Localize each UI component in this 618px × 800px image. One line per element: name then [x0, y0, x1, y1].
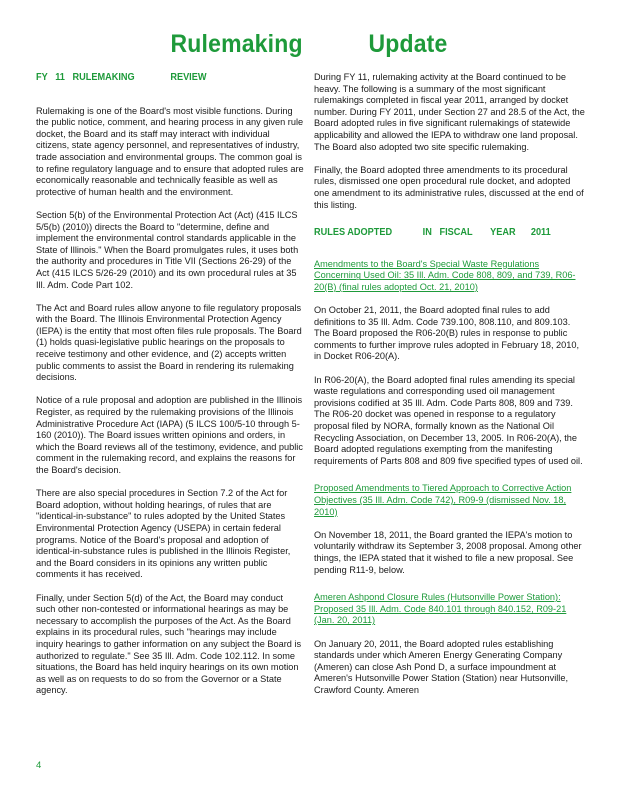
- paragraph: The Act and Board rules allow anyone to file regulatory proposals with the Board. The Illinois Environmental Protection Agency (IEPA) is the entity that most often files rule proposals. The Board (1) holds quasi-legislative public hearings on the proposals to receive testimony and other evidence, and (2) accepts written public comments to assist the Board in rendering its rulemaking decisions.: [36, 302, 302, 383]
- paragraph: On November 18, 2011, the Board granted the IEPA's motion to voluntarily withdraw its September 3, 2008 proposal. Among other things, the IEPA stated that it wished to file a new proposal. See pending R11-9, below.: [314, 529, 582, 575]
- paragraph: There are also special procedures in Section 7.2 of the Act for Board adoption, without holding hearings, of rules that are "identical-in-substance" to rules adopted by the United States Environmental Protection Agency (USEPA) in certain federal programs. Notice of the Board's proposal and adoption of identical-in-substance rules is published in the Illinois Register, and the Board considers in its opinions any written public comments it has received.: [36, 488, 291, 580]
- paragraph: On January 20, 2011, the Board adopted rules establishing standards under which Ameren Energy Generating Company (Ameren) can close Ash Pond D, a surface impoundment at Ameren's Hutsonville Power Station (Station) near Hutsonville, Crawford County. Ameren: [314, 638, 569, 695]
- section-heading-review: FY 11 RULEMAKING REVIEW: [36, 72, 207, 83]
- paragraph: Notice of a rule proposal and adoption are published in the Illinois Register, as required by the rulemaking provisions of the Illinois Administrative Procedure Act (IAPA) (5 ILCS 100/5-10 through 5-160 (2010)). The Board issues written opinions and orders, in which the Board reviews all of the testimony, evidence, and public comment in the rulemaking record, and explains the reasons for the Board's decision.: [36, 395, 303, 475]
- paragraph: On October 21, 2011, the Board adopted final rules to add definitions to 35 Ill. Adm. Code 739.100, 808.110, and 809.103. The Board proposed the R06-20(B) rules in response to public comments to further improve rules adopted in February 18, 2010, in Docket R06-20(A).: [314, 305, 580, 362]
- section-heading-rules-adopted: RULES ADOPTED IN FISCAL YEAR 2011: [314, 227, 551, 239]
- paragraph: In R06-20(A), the Board adopted final rules amending its special waste regulations and corresponding used oil management provisions codified at 35 Ill. Adm. Code Parts 808, 809 and 739. The R06-20 docket was opened in response to a regulatory proposal filed by NORA, formally known as the National Oil Recycling Association, on December 13, 2005. In R06-20(A), the Board adopted regulations exempting from the manifesting requirements of Parts 808 and 809 five specified types of used oil.: [314, 374, 583, 466]
- left-column: [36, 72, 304, 708]
- rule-docket-link[interactable]: Proposed Amendments to Tiered Approach to Corrective Action Objectives (35 Ill. Adm. Code 742), R09-9 (dismissed Nov. 18, 2010): [314, 483, 572, 517]
- paragraph: Rulemaking is one of the Board's most visible functions. During the public notice, comment, and hearing process in any given rule docket, the Board and its staff may interact with individual citizens, state agency personnel, and representatives of industry, trade association and environmental groups. The common goal is to refine regulatory language and to ensure that adopted rules are economically reasonable and technically feasible as well as protective of human health and the environment.: [36, 105, 304, 197]
- right-column: [314, 72, 586, 708]
- paragraph: Section 5(b) of the Environmental Protection Act (Act) (415 ILCS 5/5(b) (2010)) directs the Board to "determine, define and implement the environmental control standards applicable in the State of Illinois." When the Board promulgates rules, it uses both the authority and procedures in Title VII (Sections 26-29) of the Act (415 ILCS 5/26-29 (2010) and its own procedural rules at 35 Ill. Adm. Code Part 102.: [36, 209, 299, 290]
- paragraph: Finally, under Section 5(d) of the Act, the Board may conduct such other non-contested or informational hearings as may be necessary to accomplish the purposes of the Act. As the Board explains in its procedural rules, such "hearings may include inquiry hearings to gather information on any subject the Board is authorized to regulate." See 35 Ill. Adm. Code 102.112. In some situations, the Board has held inquiry hearings on its own motion as well as on requests to do so from the Governor or a State agency.: [36, 592, 302, 696]
- rule-docket-link[interactable]: Ameren Ashpond Closure Rules (Hutsonville Power Station): Proposed 35 Ill. Adm. Code 840.101 through 840.152, R09-21 (Jan. 20, 2011): [314, 592, 567, 626]
- page-number: 4: [36, 760, 42, 771]
- paragraph: Finally, the Board adopted three amendments to its procedural rules, dismissed one open procedural rule docket, and adopted one amendment to its administrative rules, discussed at the end of this listing.: [314, 164, 584, 210]
- paragraph: During FY 11, rulemaking activity at the Board continued to be heavy. The following is a summary of the most significant rulemakings completed in fiscal year 2011, arranged by docket number. During FY 2011, under Section 27 and 28.5 of the Act, the Board adopted rules in five significant rulemakings of statewide applicability and allowed the IEPA to withdraw one land proposal. The Board also adopted two site specific rulemaking.: [314, 72, 585, 152]
- page-title: Rulemaking Update: [170, 30, 448, 58]
- rule-docket-link[interactable]: Amendments to the Board's Special Waste Regulations Concerning Used Oil: 35 Ill. Adm. Code 808, 809, and 739, R06-20(B) (final rules adopted Oct. 21, 2010): [314, 258, 576, 292]
